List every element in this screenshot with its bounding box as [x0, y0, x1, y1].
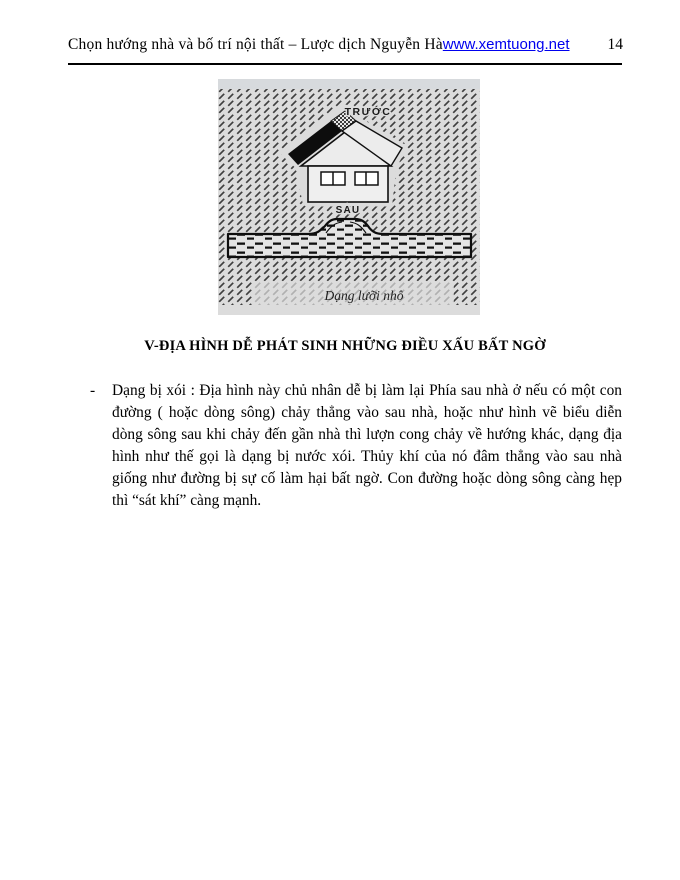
back-label: SAU: [335, 205, 361, 216]
bullet-dash: -: [90, 382, 96, 399]
header-divider: [68, 63, 622, 65]
website-link[interactable]: www.xemtuong.net: [442, 36, 570, 53]
body-paragraph: [90, 380, 622, 512]
figure-caption: Dạng lưỡi nhô: [324, 288, 404, 303]
front-label: TRƯỚC: [344, 106, 392, 118]
figure-svg: [218, 79, 480, 315]
section-heading: V-ĐỊA HÌNH DỄ PHÁT SINH NHỮNG ĐIỀU XẤU BẤT NGỜ: [144, 338, 546, 354]
page-header: [68, 36, 622, 54]
scan-top-band: [218, 79, 480, 89]
paragraph-text: Dạng bị xói : Địa hình này chủ nhân dễ bị làm lại Phía sau nhà ở nếu có một con đường ( hoặc dòng sông) chảy thẳng vào sau nhà, hoặc như hình vẽ biểu diễn dòng sông sau khi chảy đến gần nhà thì lượn cong chảy về hướng khác, dạng địa hình như thế gọi là dạng bị nước xói. Thủy khí của nó đâm thẳng vào sau nhà giống như đường bị sự cố làm hại bất ngờ. Con đường hoặc dòng sông càng hẹp thì “sát khí” càng mạnh.: [112, 382, 622, 509]
header-title: Chọn hướng nhà và bố trí nội thất – Lược dịch Nguyễn Hà: [68, 36, 443, 53]
page-number: 14: [607, 36, 624, 53]
figure-image: [218, 79, 480, 315]
